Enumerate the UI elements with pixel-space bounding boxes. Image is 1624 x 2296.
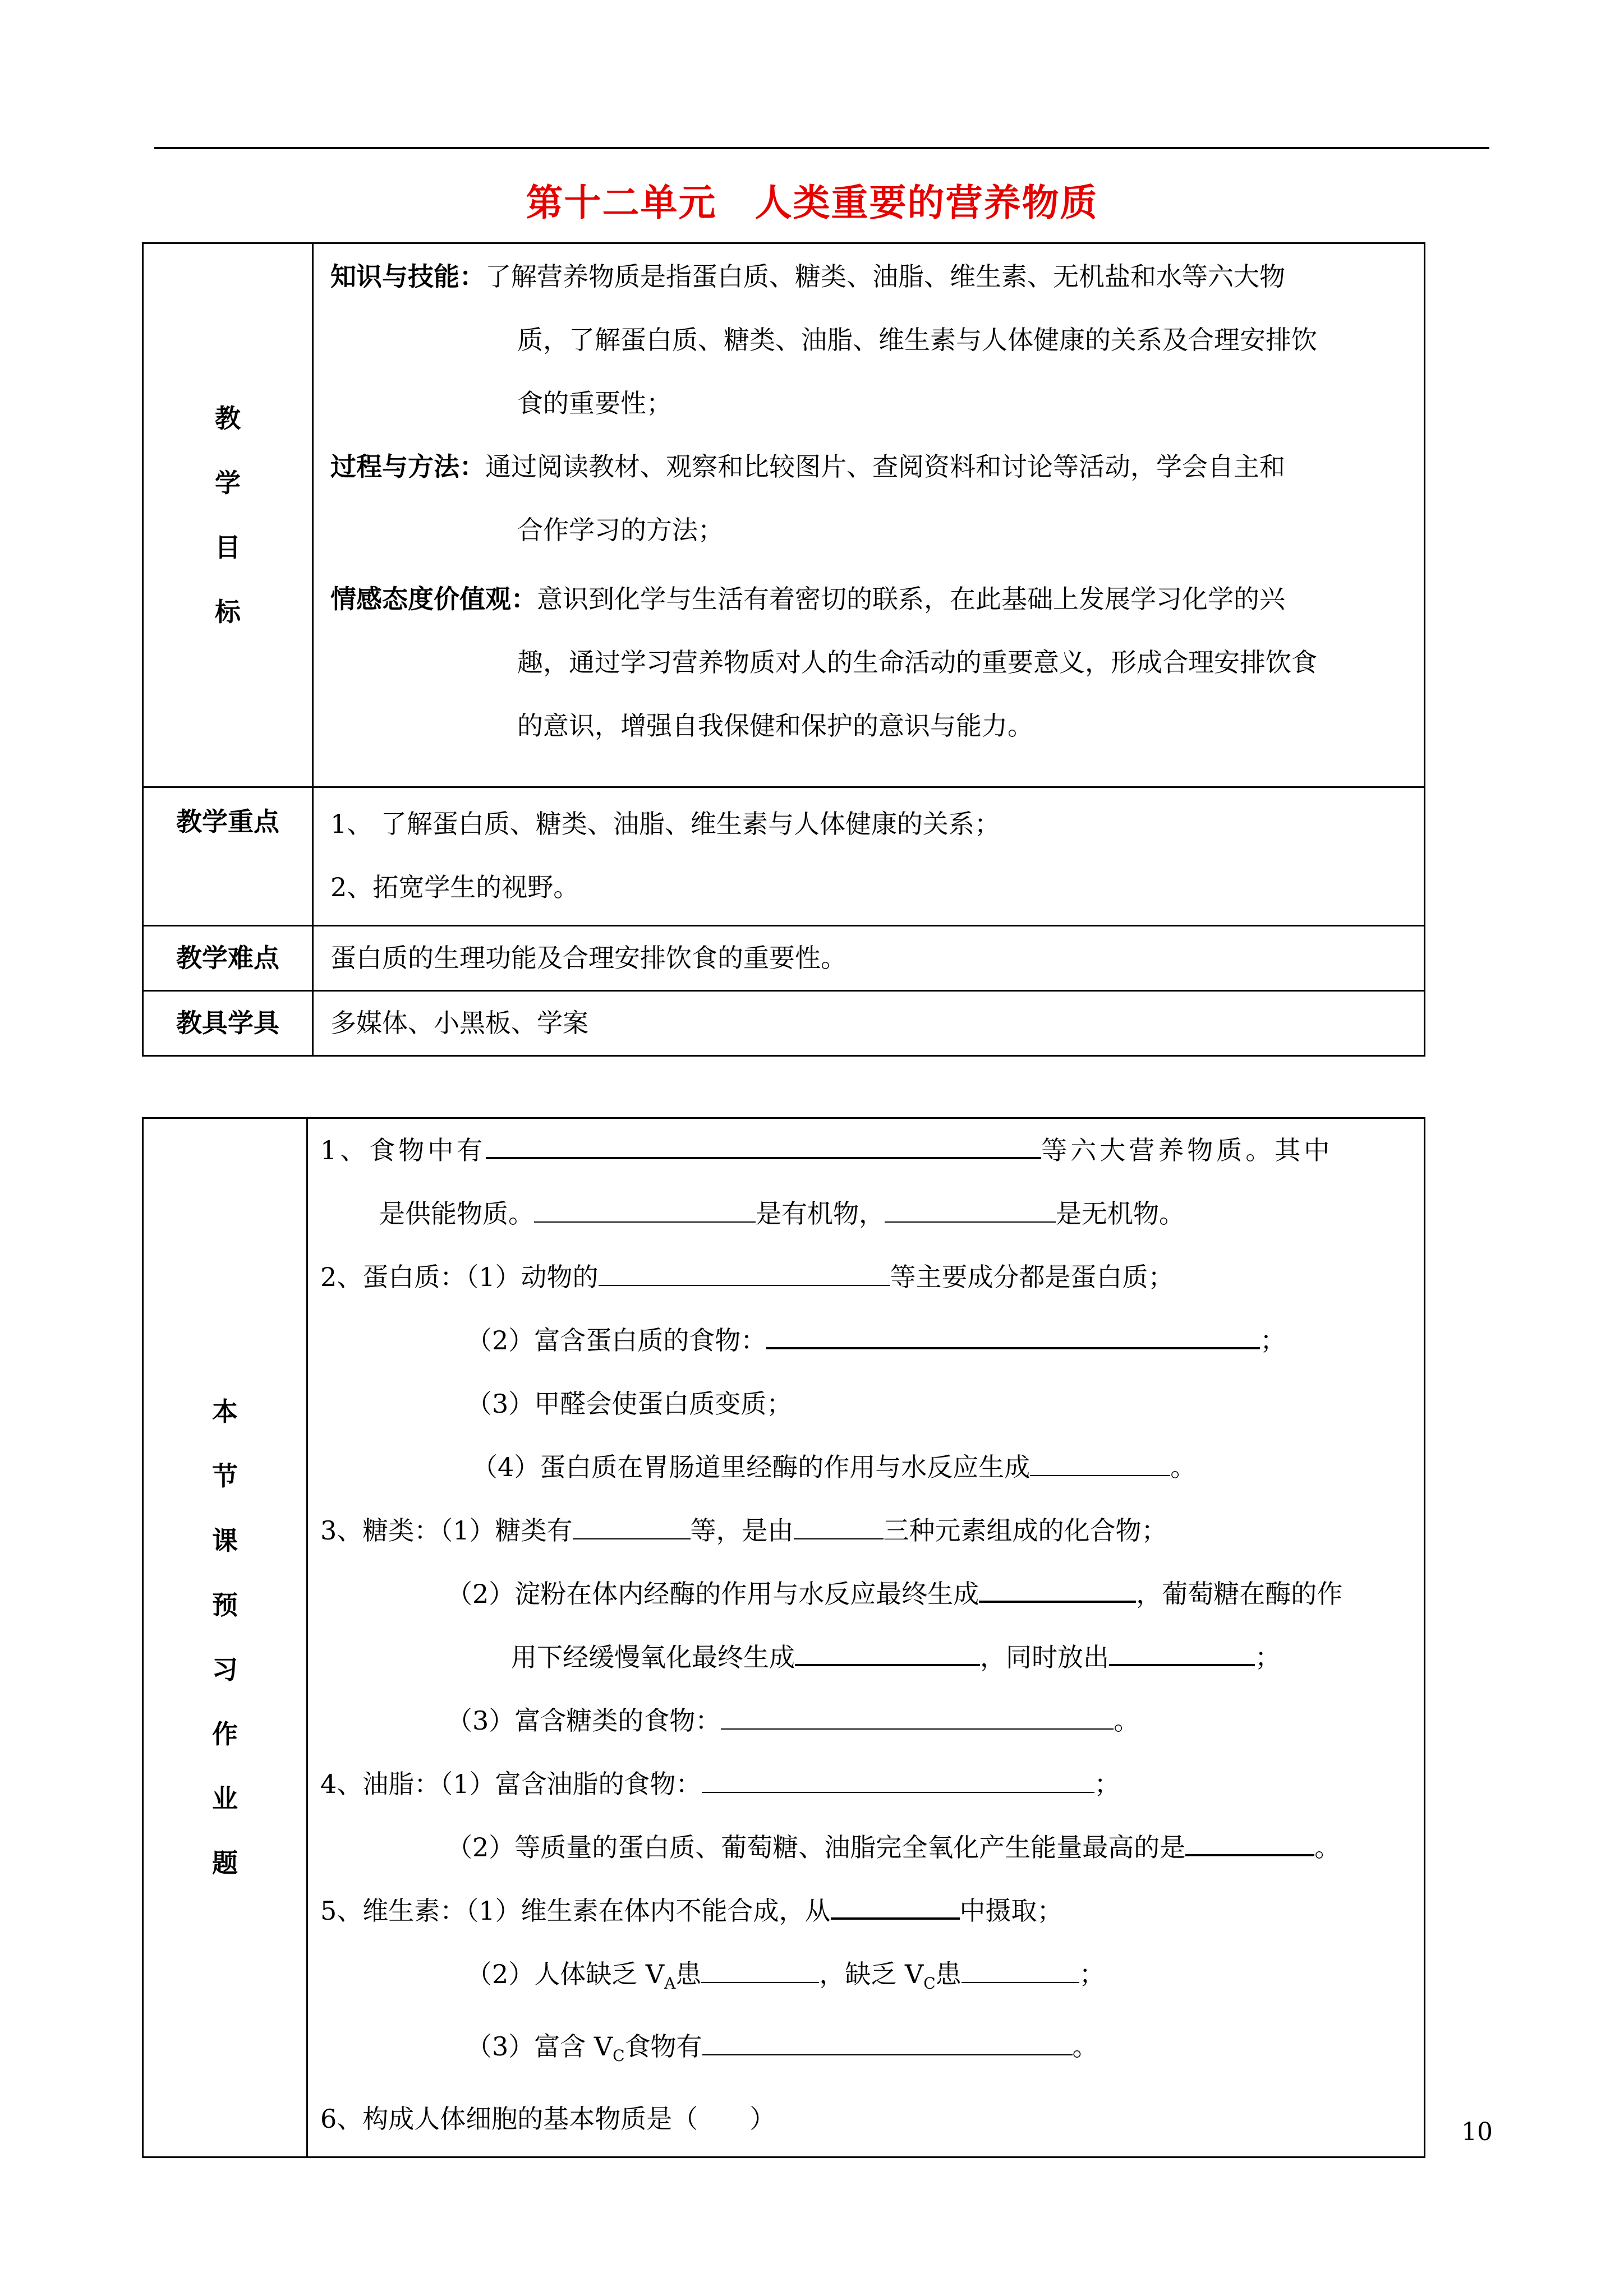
answer-blank[interactable] — [599, 1257, 890, 1286]
q-text: 是无机物。 — [1056, 1198, 1185, 1229]
label-char: 标 — [215, 596, 241, 627]
q-text: ； — [1260, 1325, 1286, 1356]
q-text: ，同时放出 — [980, 1642, 1109, 1672]
objective-line: 的意识，增强自我保健和保护的意识与能力。 — [517, 711, 1033, 741]
label-char: 题 — [212, 1848, 238, 1879]
q-text: 。 — [1170, 1452, 1197, 1482]
preview-label — [143, 1118, 307, 2157]
q-text: 2、蛋白质：（1）动物的 — [320, 1262, 599, 1292]
difficulties-row — [143, 926, 1425, 991]
objective-line: 食的重要性； — [517, 388, 672, 418]
question-3-2-cont — [320, 1626, 1411, 1689]
q-text: （2）富含蛋白质的食物： — [466, 1325, 767, 1356]
q-sub: C — [613, 2046, 625, 2066]
objectives-label — [143, 243, 313, 787]
label-char: 业 — [212, 1783, 238, 1814]
answer-blank[interactable] — [979, 1573, 1136, 1603]
q-text: ； — [1255, 1642, 1281, 1672]
objective-attitude — [330, 568, 1411, 631]
label-char: 节 — [212, 1461, 238, 1492]
key-points-row — [143, 787, 1425, 926]
tools-text: 多媒体、小黑板、学案 — [313, 991, 1425, 1056]
label-char: 预 — [212, 1590, 238, 1621]
q-text: 食物有 — [624, 2031, 702, 2062]
q-text: 3、糖类：（1）糖类有 — [320, 1515, 573, 1546]
question-2 — [320, 1246, 1411, 1309]
objective-head: 过程与方法： — [330, 451, 485, 482]
label-char: 课 — [212, 1525, 238, 1556]
objective-line: 通过阅读教材、观察和比较图片、查阅资料和讨论等活动，学会自主和 — [485, 451, 1285, 482]
q-text: 中摄取； — [959, 1896, 1063, 1926]
q-text: 患 — [935, 1959, 961, 1989]
answer-blank[interactable] — [961, 1954, 1079, 1983]
label-char: 学 — [215, 467, 241, 498]
label-char: 习 — [212, 1654, 238, 1685]
preview-content — [307, 1118, 1425, 2157]
q-text: 4、油脂：（1）富含油脂的食物： — [320, 1769, 702, 1799]
q-text: （3）富含 V — [466, 2031, 613, 2062]
page-number: 10 — [1461, 2118, 1493, 2146]
q-sub: A — [664, 1974, 676, 1993]
header-rule — [154, 147, 1489, 149]
q-text: （2）人体缺乏 V — [466, 1959, 665, 1989]
q-text: ； — [1094, 1769, 1120, 1799]
label-char: 本 — [212, 1396, 238, 1427]
question-3-3 — [320, 1689, 1411, 1753]
objectives-content — [313, 243, 1425, 787]
answer-blank[interactable] — [794, 1510, 884, 1539]
question-5-3 — [320, 2015, 1411, 2087]
answer-blank[interactable] — [1185, 1826, 1314, 1856]
objective-head: 情感态度价值观： — [330, 584, 537, 614]
objective-knowledge — [330, 245, 1411, 308]
q-sub: C — [923, 1974, 936, 1993]
answer-blank[interactable] — [1109, 1636, 1255, 1666]
difficulties-label: 教学难点 — [143, 926, 313, 991]
answer-blank[interactable] — [701, 1954, 819, 1983]
question-2-3: （3）甲醛会使蛋白质变质； — [466, 1389, 793, 1419]
answer-blank[interactable] — [721, 1700, 1114, 1730]
q-text: ，缺乏 V — [819, 1959, 924, 1989]
question-1-cont — [320, 1182, 1411, 1246]
q-text: 是供能物质。 — [379, 1198, 534, 1229]
q-text: 1、食物中有 — [320, 1135, 486, 1165]
q-text: 等六大营养物质。其中 — [1041, 1135, 1333, 1165]
q-text: 用下经缓慢氧化最终生成 — [511, 1642, 795, 1672]
key-point-line: 1、 了解蛋白质、糖类、油脂、维生素与人体健康的关系； — [330, 809, 1000, 839]
q-text: 。 — [1072, 2031, 1098, 2062]
question-2-4 — [320, 1436, 1411, 1499]
key-points-content — [313, 787, 1425, 926]
difficulties-text: 蛋白质的生理功能及合理安排饮食的重要性。 — [313, 926, 1425, 991]
key-point-line: 2、拓宽学生的视野。 — [330, 872, 579, 902]
q-text: 等，是由 — [690, 1515, 794, 1546]
label-char: 教 — [215, 403, 241, 434]
preview-table — [142, 1117, 1425, 2158]
q-text: （3）富含糖类的食物： — [447, 1705, 721, 1736]
q-text: （4）蛋白质在胃肠道里经酶的作用与水反应生成 — [472, 1452, 1030, 1482]
answer-blank[interactable] — [1030, 1447, 1170, 1476]
q-text: 等主要成分都是蛋白质； — [890, 1262, 1174, 1292]
objective-line: 意识到化学与生活有着密切的联系，在此基础上发展学习化学的兴 — [537, 584, 1285, 614]
label-char: 目 — [215, 532, 241, 563]
question-5-2 — [320, 1943, 1411, 2015]
answer-blank[interactable] — [795, 1636, 980, 1666]
key-points-label: 教学重点 — [143, 787, 313, 926]
q-text: ； — [1079, 1959, 1105, 1989]
q-text: 患 — [675, 1959, 702, 1989]
question-5 — [320, 1879, 1411, 1943]
answer-blank[interactable] — [702, 2026, 1073, 2055]
objective-line: 趣，通过学习营养物质对人的生命活动的重要意义，形成合理安排饮食 — [517, 647, 1317, 677]
objective-line: 质，了解蛋白质、糖类、油脂、维生素与人体健康的关系及合理安排饮 — [517, 325, 1317, 355]
question-3-2 — [320, 1562, 1411, 1626]
preview-row — [143, 1118, 1425, 2157]
q-text: （2）淀粉在体内经酶的作用与水反应最终生成 — [447, 1579, 979, 1609]
q-text: 。 — [1114, 1705, 1140, 1736]
answer-blank[interactable] — [573, 1510, 691, 1539]
tools-row — [143, 991, 1425, 1056]
objective-head: 知识与技能： — [330, 261, 485, 292]
question-4-2 — [320, 1816, 1411, 1879]
answer-blank[interactable] — [885, 1193, 1056, 1223]
q-text: 。 — [1314, 1832, 1341, 1862]
question-1 — [320, 1119, 1411, 1182]
answer-blank[interactable] — [702, 1764, 1094, 1793]
objectives-row — [143, 243, 1425, 787]
objectives-table — [142, 242, 1425, 1057]
objective-line: 了解营养物质是指蛋白质、糖类、油脂、维生素、无机盐和水等六大物 — [485, 261, 1285, 292]
tools-label: 教具学具 — [143, 991, 313, 1056]
q-text: 三种元素组成的化合物； — [883, 1515, 1167, 1546]
question-3 — [320, 1499, 1411, 1562]
label-char: 作 — [212, 1719, 238, 1750]
question-4 — [320, 1753, 1411, 1816]
answer-blank[interactable] — [831, 1889, 960, 1920]
page-title: 第十二单元 人类重要的营养物质 — [526, 181, 1098, 224]
q-text: ，葡萄糖在酶的作 — [1136, 1579, 1343, 1609]
question-2-2 — [320, 1309, 1411, 1372]
question-6: 6、构成人体细胞的基本物质是（ ） — [320, 2104, 776, 2134]
answer-blank[interactable] — [766, 1319, 1260, 1349]
objective-process — [330, 435, 1411, 499]
q-text: 是有机物， — [756, 1198, 885, 1229]
answer-blank[interactable] — [486, 1129, 1041, 1159]
answer-blank[interactable] — [534, 1193, 756, 1223]
objective-line: 合作学习的方法； — [517, 515, 724, 545]
q-text: 5、维生素：（1）维生素在体内不能合成，从 — [320, 1896, 831, 1926]
q-text: （2）等质量的蛋白质、葡萄糖、油脂完全氧化产生能量最高的是 — [447, 1832, 1186, 1862]
